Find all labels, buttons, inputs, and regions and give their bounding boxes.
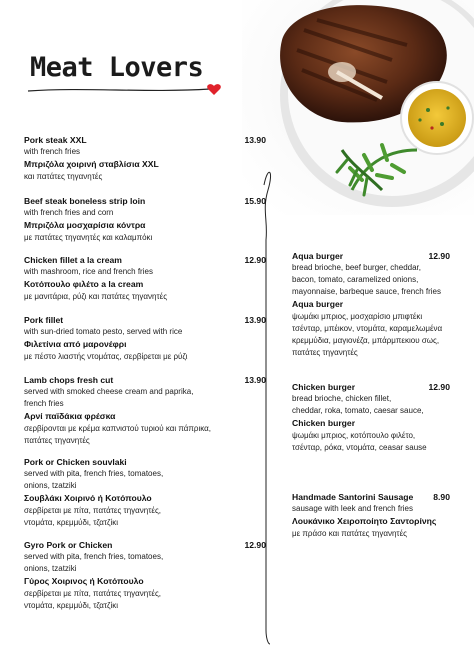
item-description: served with pita, french fries, tomatoes,	[24, 469, 164, 478]
item-name: Pork steak XXL	[24, 135, 87, 145]
item-description: onions, tzatziki	[24, 564, 77, 573]
menu-item-gyro	[24, 539, 269, 612]
item-description: onions, tzatziki	[24, 481, 77, 490]
item-name-greek: Κοτόπουλο φιλέτο a la cream	[24, 279, 144, 289]
item-price: 13.90	[244, 375, 266, 385]
item-description-greek: και πατάτες τηγανητές	[24, 172, 103, 181]
item-name-greek: Aqua burger	[292, 299, 344, 309]
item-description: bread brioche, beef burger, cheddar,	[292, 263, 421, 272]
item-name-greek: Σουβλάκι Χοιρινό ή Κοτόπουλο	[24, 493, 152, 503]
menu-item-beef-steak	[24, 195, 269, 244]
item-description: served with smoked cheese cream and paprika,	[24, 387, 194, 396]
steak-photo	[242, 0, 474, 215]
item-description-greek: με πατάτες τηγανητές και καλαμπόκι	[24, 233, 153, 242]
item-description: cheddar, roka, tomato, caesar sauce,	[292, 406, 424, 415]
item-name: Chicken fillet a la cream	[24, 255, 122, 265]
item-description-greek: κρεμμύδια, μαγιονέζα, μπάρμπεκιου σως,	[292, 336, 440, 345]
item-description-greek: ψωμάκι μπριος, κοτόπουλο φιλέτο,	[292, 431, 416, 440]
item-price: 13.90	[244, 315, 266, 325]
item-name-greek: Μπριζόλα χοιρινή σταβλίσια XXL	[24, 159, 159, 169]
item-name-greek: Μπριζόλα μοσχαρίσια κόντρα	[24, 220, 146, 230]
item-name: Lamb chops fresh cut	[24, 375, 114, 385]
item-description-greek: ντομάτα, κρεμμύδι, τζατζίκι	[24, 518, 119, 527]
item-name: Pork fillet	[24, 315, 64, 325]
item-description: bread brioche, chicken fillet,	[292, 394, 392, 403]
menu-item-souvlaki	[24, 456, 269, 529]
item-description-greek: με μανιτάρια, ρύζι και πατάτες τηγανητές	[24, 292, 168, 301]
menu-item-chicken-fillet	[24, 254, 269, 303]
item-description-greek: πατάτες τηγανητές	[292, 348, 358, 357]
menu-item-chicken-burger	[292, 381, 450, 454]
item-description-greek: τσένταρ, μπέικον, ντομάτα, καραμελωμένα	[292, 324, 443, 333]
menu-item-aqua-burger	[292, 250, 450, 359]
menu-item-pork-fillet	[24, 314, 269, 363]
menu-item-pork-steak-xxl	[24, 134, 269, 183]
item-description: with french fries	[24, 147, 81, 156]
item-description: french fries	[24, 399, 64, 408]
item-price: 12.90	[428, 251, 450, 261]
item-description-greek: με πέστο λιαστής ντομάτας, σερβίρεται με ρύζι	[24, 352, 188, 361]
item-description-greek: τσένταρ, ρόκα, ντομάτα, ceasar sause	[292, 443, 427, 452]
item-description: with mashroom, rice and french fries	[24, 267, 153, 276]
item-description: with french fries and corn	[24, 208, 114, 217]
menu-title: Meat Lovers	[30, 52, 204, 83]
item-name-greek: Φιλετίνια από μαρονέφρι	[24, 339, 127, 349]
item-description-greek: πατάτες τηγανητές	[24, 436, 90, 445]
item-name-greek: Αρνί παϊδάκια φρέσκα	[24, 411, 116, 421]
item-price: 12.90	[244, 540, 266, 550]
item-name: Chicken burger	[292, 382, 356, 392]
item-description: sausage with leek and french fries	[292, 504, 413, 513]
item-description-greek: σερβίρονται με κρέμα καπνιστού τυριού και πάπρικα,	[24, 424, 211, 433]
item-description: with sun-dried tomato pesto, served with rice	[24, 327, 183, 336]
item-description-greek: ντομάτα, κρεμμύδι, τζατζίκι	[24, 601, 119, 610]
item-description-greek: ψωμάκι μπριος, μοσχαρίσιο μπιφτέκι	[292, 312, 423, 321]
item-description-greek: με πράσο και πατάτες τηγανητές	[292, 529, 408, 538]
item-price: 8.90	[433, 492, 450, 502]
item-description: served with pita, french fries, tomatoes,	[24, 552, 164, 561]
item-price: 13.90	[244, 135, 266, 145]
item-name: Aqua burger	[292, 251, 344, 261]
item-name-greek: Chicken burger	[292, 418, 356, 428]
item-name: Pork or Chicken souvlaki	[24, 457, 127, 467]
item-name: Gyro Pork or Chicken	[24, 540, 113, 550]
item-description: mayonnaise, barbeque sauce, french fries	[292, 287, 441, 296]
title-underline-heart-icon	[26, 83, 226, 97]
item-description: bacon, tomato, caramelized onions,	[292, 275, 419, 284]
item-price: 15.90	[244, 196, 266, 206]
item-name-greek: Γύρος Χοιρινος ή Κοτόπουλο	[24, 576, 144, 586]
menu-item-lamb-chops	[24, 374, 269, 447]
item-name: Handmade Santorini Sausage	[292, 492, 414, 502]
item-description-greek: σερβίρεται με πίτα, πατάτες τηγανητές,	[24, 589, 162, 598]
item-price: 12.90	[428, 382, 450, 392]
item-name-greek: Λουκάνικο Χειροποίητο Σαντορίνης	[292, 516, 437, 526]
item-name: Beef steak boneless strip loin	[24, 196, 146, 206]
item-description-greek: σερβίρεται με πίτα, πατάτες τηγανητές,	[24, 506, 162, 515]
item-price: 12.90	[244, 255, 266, 265]
menu-item-santorini-sausage	[292, 491, 450, 540]
